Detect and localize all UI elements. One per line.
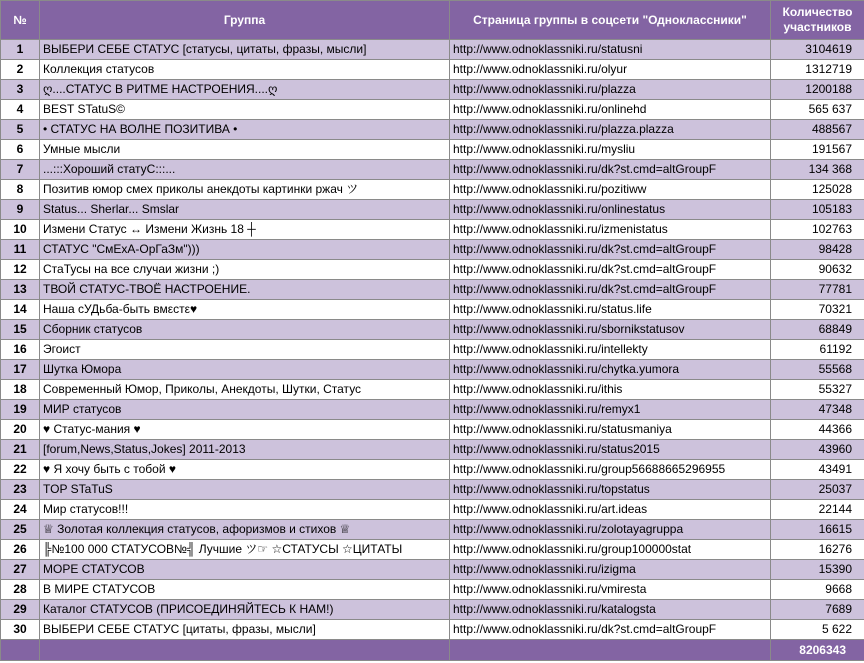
member-count-cell[interactable]: 22144: [771, 500, 864, 520]
group-url-cell[interactable]: http://www.odnoklassniki.ru/status.life: [450, 300, 771, 320]
table-row: [1, 400, 864, 420]
row-num-cell[interactable]: 5: [1, 120, 40, 140]
group-url-cell[interactable]: http://www.odnoklassniki.ru/zolotayagruppa: [450, 520, 771, 540]
table-row: [1, 580, 864, 600]
table-row: [1, 440, 864, 460]
table-header: [1, 1, 864, 40]
table-footer: [1, 640, 864, 661]
row-num-cell[interactable]: 29: [1, 600, 40, 620]
member-count-cell[interactable]: 90632: [771, 260, 864, 280]
member-count-cell[interactable]: 68849: [771, 320, 864, 340]
row-num-cell[interactable]: 19: [1, 400, 40, 420]
group-url-cell[interactable]: http://www.odnoklassniki.ru/katalogsta: [450, 600, 771, 620]
group-url-cell[interactable]: http://www.odnoklassniki.ru/pozitiww: [450, 180, 771, 200]
row-num-cell[interactable]: 27: [1, 560, 40, 580]
group-url-cell[interactable]: http://www.odnoklassniki.ru/remyx1: [450, 400, 771, 420]
table-row: [1, 500, 864, 520]
table-row: [1, 240, 864, 260]
row-num-cell[interactable]: 20: [1, 420, 40, 440]
row-num-cell[interactable]: 12: [1, 260, 40, 280]
group-name-cell[interactable]: ...:::Хороший статуС:::...: [40, 160, 450, 180]
group-name-cell[interactable]: [forum,News,Status,Jokes] 2011-2013: [40, 440, 450, 460]
group-url-cell[interactable]: http://www.odnoklassniki.ru/izmenistatus: [450, 220, 771, 240]
row-num-cell[interactable]: 7: [1, 160, 40, 180]
row-num-cell[interactable]: 26: [1, 540, 40, 560]
member-count-cell[interactable]: 44366: [771, 420, 864, 440]
member-count-cell[interactable]: 43960: [771, 440, 864, 460]
group-url-cell[interactable]: http://www.odnoklassniki.ru/status2015: [450, 440, 771, 460]
group-name-cell[interactable]: • СТАТУС НА ВОЛНЕ ПОЗИТИВА •: [40, 120, 450, 140]
table-row: [1, 40, 864, 60]
table-row: [1, 140, 864, 160]
row-num-cell[interactable]: 15: [1, 320, 40, 340]
group-url-cell[interactable]: http://www.odnoklassniki.ru/izigma: [450, 560, 771, 580]
member-count-cell[interactable]: 191567: [771, 140, 864, 160]
group-url-cell[interactable]: http://www.odnoklassniki.ru/olyur: [450, 60, 771, 80]
member-count-cell[interactable]: 61192: [771, 340, 864, 360]
row-num-cell[interactable]: 14: [1, 300, 40, 320]
member-count-cell[interactable]: 55327: [771, 380, 864, 400]
row-num-cell[interactable]: 22: [1, 460, 40, 480]
member-count-cell[interactable]: 77781: [771, 280, 864, 300]
group-url-cell[interactable]: http://www.odnoklassniki.ru/statusmaniya: [450, 420, 771, 440]
row-num-cell[interactable]: 28: [1, 580, 40, 600]
row-num-cell[interactable]: 16: [1, 340, 40, 360]
group-url-cell[interactable]: http://www.odnoklassniki.ru/vmiresta: [450, 580, 771, 600]
group-name-cell[interactable]: МОРЕ СТАТУСОВ: [40, 560, 450, 580]
table-row: [1, 300, 864, 320]
group-name-cell[interactable]: ╠№100 000 СТАТУСОВ№╣ Лучшие ツ☞ ☆СТАТУСЫ ☆ЦИТАТЫ: [40, 540, 450, 560]
group-name-cell[interactable]: Наша сУДьба-быть вмεстε♥: [40, 300, 450, 320]
group-name-cell[interactable]: Мир статусов!!!: [40, 500, 450, 520]
row-num-cell[interactable]: 1: [1, 40, 40, 60]
member-count-cell[interactable]: 134 368: [771, 160, 864, 180]
member-count-cell[interactable]: 15390: [771, 560, 864, 580]
table-body: [1, 40, 864, 640]
total-count-cell[interactable]: 8206343: [771, 640, 864, 661]
row-num-cell[interactable]: 13: [1, 280, 40, 300]
group-name-cell[interactable]: Позитив юмор смех приколы анекдоты картинки ржач ツ: [40, 180, 450, 200]
group-url-cell[interactable]: http://www.odnoklassniki.ru/dk?st.cmd=altGroupF: [450, 280, 771, 300]
row-num-cell[interactable]: 25: [1, 520, 40, 540]
table-row: [1, 120, 864, 140]
group-name-cell[interactable]: ღ....СТАТУС В РИТМЕ НАСТРОЕНИЯ....ღ: [40, 80, 450, 100]
group-name-cell[interactable]: Современный Юмор, Приколы, Анекдоты, Шутки, Статус: [40, 380, 450, 400]
member-count-cell[interactable]: 70321: [771, 300, 864, 320]
table-row: [1, 280, 864, 300]
row-num-cell[interactable]: 9: [1, 200, 40, 220]
member-count-cell[interactable]: 55568: [771, 360, 864, 380]
group-url-cell[interactable]: http://www.odnoklassniki.ru/onlinestatus: [450, 200, 771, 220]
table-row: [1, 180, 864, 200]
group-url-cell[interactable]: http://www.odnoklassniki.ru/ithis: [450, 380, 771, 400]
table-row: [1, 160, 864, 180]
header-row: [1, 1, 864, 40]
group-name-cell[interactable]: ВЫБЕРИ СЕБЕ СТАТУС [статусы, цитаты, фразы, мысли]: [40, 40, 450, 60]
total-group-cell[interactable]: [40, 640, 450, 661]
group-name-cell[interactable]: Измени Статус ↔ Измени Жизнь 18 ┼: [40, 220, 450, 240]
member-count-cell[interactable]: 125028: [771, 180, 864, 200]
group-name-cell[interactable]: МИР статусов: [40, 400, 450, 420]
group-url-cell[interactable]: http://www.odnoklassniki.ru/intellekty: [450, 340, 771, 360]
member-count-cell[interactable]: 16276: [771, 540, 864, 560]
row-num-cell[interactable]: 10: [1, 220, 40, 240]
total-url-cell[interactable]: [450, 640, 771, 661]
group-url-cell[interactable]: http://www.odnoklassniki.ru/onlinehd: [450, 100, 771, 120]
table-row: [1, 340, 864, 360]
member-count-cell[interactable]: 7689: [771, 600, 864, 620]
group-name-cell[interactable]: Status... Sherlar... Smslar: [40, 200, 450, 220]
table-row: [1, 560, 864, 580]
group-name-cell[interactable]: ♕ Золотая коллекция статусов, афоризмов и стихов ♕: [40, 520, 450, 540]
group-url-cell[interactable]: http://www.odnoklassniki.ru/art.ideas: [450, 500, 771, 520]
group-url-cell[interactable]: http://www.odnoklassniki.ru/topstatus: [450, 480, 771, 500]
group-url-cell[interactable]: http://www.odnoklassniki.ru/chytka.yumora: [450, 360, 771, 380]
group-name-cell[interactable]: ВЫБЕРИ СЕБЕ СТАТУС [цитаты, фразы, мысли]: [40, 620, 450, 640]
header-group[interactable]: Группа: [40, 1, 450, 40]
group-name-cell[interactable]: СТАТУС "СмЕхА-ОрГаЗм"))): [40, 240, 450, 260]
table-row: [1, 260, 864, 280]
row-num-cell[interactable]: 24: [1, 500, 40, 520]
row-num-cell[interactable]: 6: [1, 140, 40, 160]
row-num-cell[interactable]: 21: [1, 440, 40, 460]
group-url-cell[interactable]: http://www.odnoklassniki.ru/sbornikstatusov: [450, 320, 771, 340]
member-count-cell[interactable]: 43491: [771, 460, 864, 480]
member-count-cell[interactable]: 565 637: [771, 100, 864, 120]
group-name-cell[interactable]: ТВОЙ СТАТУС-ТВОЁ НАСТРОЕНИЕ.: [40, 280, 450, 300]
row-num-cell[interactable]: 30: [1, 620, 40, 640]
member-count-cell[interactable]: 488567: [771, 120, 864, 140]
table-row: [1, 480, 864, 500]
group-url-cell[interactable]: http://www.odnoklassniki.ru/dk?st.cmd=altGroupF: [450, 260, 771, 280]
row-num-cell[interactable]: 11: [1, 240, 40, 260]
group-name-cell[interactable]: СтаТусы на все случаи жизни ;): [40, 260, 450, 280]
row-num-cell[interactable]: 17: [1, 360, 40, 380]
row-num-cell[interactable]: 23: [1, 480, 40, 500]
group-url-cell[interactable]: http://www.odnoklassniki.ru/mysliu: [450, 140, 771, 160]
group-name-cell[interactable]: Каталог СТАТУСОВ (ПРИСОЕДИНЯЙТЕСЬ К НАМ!): [40, 600, 450, 620]
table-row: [1, 380, 864, 400]
member-count-cell[interactable]: 98428: [771, 240, 864, 260]
table-row: [1, 320, 864, 340]
group-url-cell[interactable]: http://www.odnoklassniki.ru/plazza: [450, 80, 771, 100]
group-name-cell[interactable]: Шутка Юмора: [40, 360, 450, 380]
group-url-cell[interactable]: http://www.odnoklassniki.ru/dk?st.cmd=altGroupF: [450, 620, 771, 640]
member-count-cell[interactable]: 16615: [771, 520, 864, 540]
member-count-cell[interactable]: 1312719: [771, 60, 864, 80]
row-num-cell[interactable]: 18: [1, 380, 40, 400]
group-url-cell[interactable]: http://www.odnoklassniki.ru/group56688665296955: [450, 460, 771, 480]
group-name-cell[interactable]: Сборник статусов: [40, 320, 450, 340]
member-count-cell[interactable]: 3104619: [771, 40, 864, 60]
table-row: [1, 460, 864, 480]
table-row: [1, 220, 864, 240]
group-url-cell[interactable]: http://www.odnoklassniki.ru/plazza.plazza: [450, 120, 771, 140]
member-count-cell[interactable]: 102763: [771, 220, 864, 240]
member-count-cell[interactable]: 9668: [771, 580, 864, 600]
row-num-cell[interactable]: 4: [1, 100, 40, 120]
header-url[interactable]: Страница группы в соцсети "Одноклассники": [450, 1, 771, 40]
group-url-cell[interactable]: http://www.odnoklassniki.ru/dk?st.cmd=altGroupF: [450, 160, 771, 180]
member-count-cell[interactable]: 1200188: [771, 80, 864, 100]
group-url-cell[interactable]: http://www.odnoklassniki.ru/statusni: [450, 40, 771, 60]
member-count-cell[interactable]: 47348: [771, 400, 864, 420]
row-num-cell[interactable]: 8: [1, 180, 40, 200]
group-name-cell[interactable]: В МИРЕ СТАТУСОВ: [40, 580, 450, 600]
table-row: [1, 200, 864, 220]
table-row: [1, 600, 864, 620]
group-url-cell[interactable]: http://www.odnoklassniki.ru/group100000stat: [450, 540, 771, 560]
table-row: [1, 520, 864, 540]
group-name-cell[interactable]: BEST STatuS©: [40, 100, 450, 120]
group-url-cell[interactable]: http://www.odnoklassniki.ru/dk?st.cmd=altGroupF: [450, 240, 771, 260]
group-name-cell[interactable]: ♥ Статус-мания ♥: [40, 420, 450, 440]
table-row: [1, 80, 864, 100]
table-row: [1, 540, 864, 560]
table-row: [1, 360, 864, 380]
header-count[interactable]: Количество участников: [771, 1, 864, 40]
member-count-cell[interactable]: 5 622: [771, 620, 864, 640]
group-name-cell[interactable]: TOP STaTuS: [40, 480, 450, 500]
table-row: [1, 620, 864, 640]
total-num-cell[interactable]: [1, 640, 40, 661]
table-row: [1, 420, 864, 440]
group-name-cell[interactable]: Умные мысли: [40, 140, 450, 160]
table-row: [1, 100, 864, 120]
header-num[interactable]: №: [1, 1, 40, 40]
total-row: [1, 640, 864, 661]
table-row: [1, 60, 864, 80]
group-name-cell[interactable]: ♥ Я хочу быть с тобой ♥: [40, 460, 450, 480]
member-count-cell[interactable]: 25037: [771, 480, 864, 500]
row-num-cell[interactable]: 3: [1, 80, 40, 100]
member-count-cell[interactable]: 105183: [771, 200, 864, 220]
row-num-cell[interactable]: 2: [1, 60, 40, 80]
group-name-cell[interactable]: Эгоист: [40, 340, 450, 360]
group-name-cell[interactable]: Коллекция статусов: [40, 60, 450, 80]
